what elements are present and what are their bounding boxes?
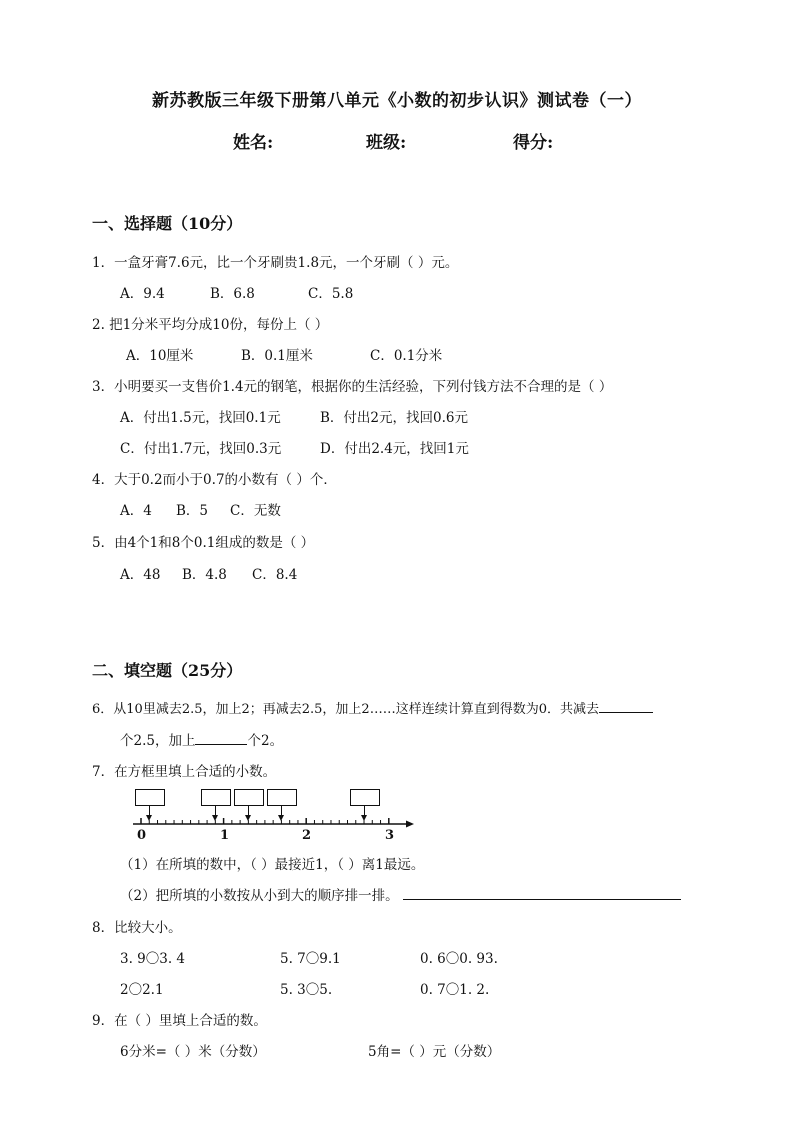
q7-sub2-text: （2）把所填的小数按从小到大的顺序排一排。 — [120, 888, 399, 904]
axis-label-3: 3 — [385, 828, 395, 843]
number-line-arrowhead — [406, 821, 414, 828]
q7-sub2 — [120, 884, 681, 904]
q1-option-a: A．9.4 — [120, 286, 165, 302]
q8-row1-item2: 5. 7〇9.1 — [280, 951, 341, 967]
q8-row2-item2: 5. 3〇5. — [280, 982, 333, 998]
q9-item1: 6分米=（ ）米（分数） — [120, 1044, 266, 1060]
q7-sub2-answer-line[interactable] — [403, 887, 681, 900]
arrow-head-4 — [278, 815, 284, 821]
page-title: 新苏教版三年级下册第八单元《小数的初步认识》测试卷（一） — [152, 91, 642, 111]
q1-option-b: B．6.8 — [210, 286, 255, 302]
class-label: 班级: — [366, 133, 407, 153]
q4-option-c: C．无数 — [230, 503, 281, 519]
axis-label-2: 2 — [302, 828, 312, 843]
answer-box-1[interactable] — [135, 789, 165, 806]
q2-option-c: C．0.1分米 — [370, 348, 443, 364]
q3-option-d: D．付出2.4元，找回1元 — [320, 441, 469, 457]
q8-stem: 8．比较大小。 — [92, 920, 182, 936]
q2-stem: 2. 把1分米平均分成10份，每份上（ ） — [92, 317, 329, 333]
axis-label-0: 0 — [137, 828, 147, 843]
answer-box-4[interactable] — [267, 789, 297, 806]
q4-option-b: B．5 — [176, 503, 209, 519]
section1-heading: 一、选择题（10分） — [92, 214, 243, 233]
arrow-head-3 — [245, 815, 251, 821]
q3-option-c: C．付出1.7元，找回0.3元 — [120, 441, 282, 457]
q3-stem: 3．小明要买一支售价1.4元的钢笔，根据你的生活经验，下列付钱方法不合理的是（ ） — [92, 379, 613, 395]
q7-stem: 7．在方框里填上合适的小数。 — [92, 764, 277, 780]
q5-option-c: C．8.4 — [252, 567, 298, 583]
q1-stem: 1．一盒牙膏7.6元，比一个牙刷贵1.8元，一个牙刷（ ）元。 — [92, 255, 459, 271]
q1-option-c: C．5.8 — [308, 286, 354, 302]
name-label: 姓名: — [233, 133, 274, 153]
answer-box-3[interactable] — [234, 789, 264, 806]
q5-option-a: A．48 — [120, 567, 161, 583]
answer-box-2[interactable] — [201, 789, 231, 806]
q8-row1-item3: 0. 6〇0. 93. — [420, 951, 498, 967]
q9-stem: 9．在（ ）里填上合适的数。 — [92, 1013, 267, 1029]
q3-option-a: A．付出1.5元，找回0.1元 — [120, 410, 281, 426]
axis-label-1: 1 — [220, 828, 230, 843]
q5-option-b: B．4.8 — [182, 567, 227, 583]
q4-stem: 4．大于0.2而小于0.7的小数有（ ）个． — [92, 472, 337, 488]
q9-item2: 5角=（ ）元（分数） — [368, 1044, 501, 1060]
answer-box-5[interactable] — [350, 789, 380, 806]
q7-sub1: （1）在所填的数中，（ ）最接近1，（ ）离1最远。 — [120, 857, 425, 873]
arrow-head-1 — [146, 815, 152, 821]
q4-option-a: A．4 — [120, 503, 152, 519]
score-label: 得分: — [513, 133, 554, 153]
q3-option-b: B．付出2元，找回0.6元 — [320, 410, 468, 426]
q8-row1-item1: 3. 9〇3. 4 — [120, 951, 186, 967]
q6-line1-text: 6．从10里减去2.5，加上2；再减去2.5，加上2……这样连续计算直到得数为0．共减去 — [92, 702, 599, 717]
q2-option-a: A．10厘米 — [126, 348, 194, 364]
q8-row2-item1: 2〇2.1 — [120, 982, 164, 998]
q8-row2-item3: 0. 7〇1. 2. — [420, 982, 490, 998]
section2-heading: 二、填空题（25分） — [92, 661, 243, 680]
q2-option-b: B．0.1厘米 — [241, 348, 313, 364]
q6-line2-text-b: 个2。 — [247, 733, 284, 749]
arrow-head-2 — [212, 815, 218, 821]
q6-line2-text-a: 个2.5，加上 — [120, 733, 196, 749]
arrow-head-5 — [361, 815, 367, 821]
q5-stem: 5．由4个1和8个0.1组成的数是（ ） — [92, 535, 315, 551]
